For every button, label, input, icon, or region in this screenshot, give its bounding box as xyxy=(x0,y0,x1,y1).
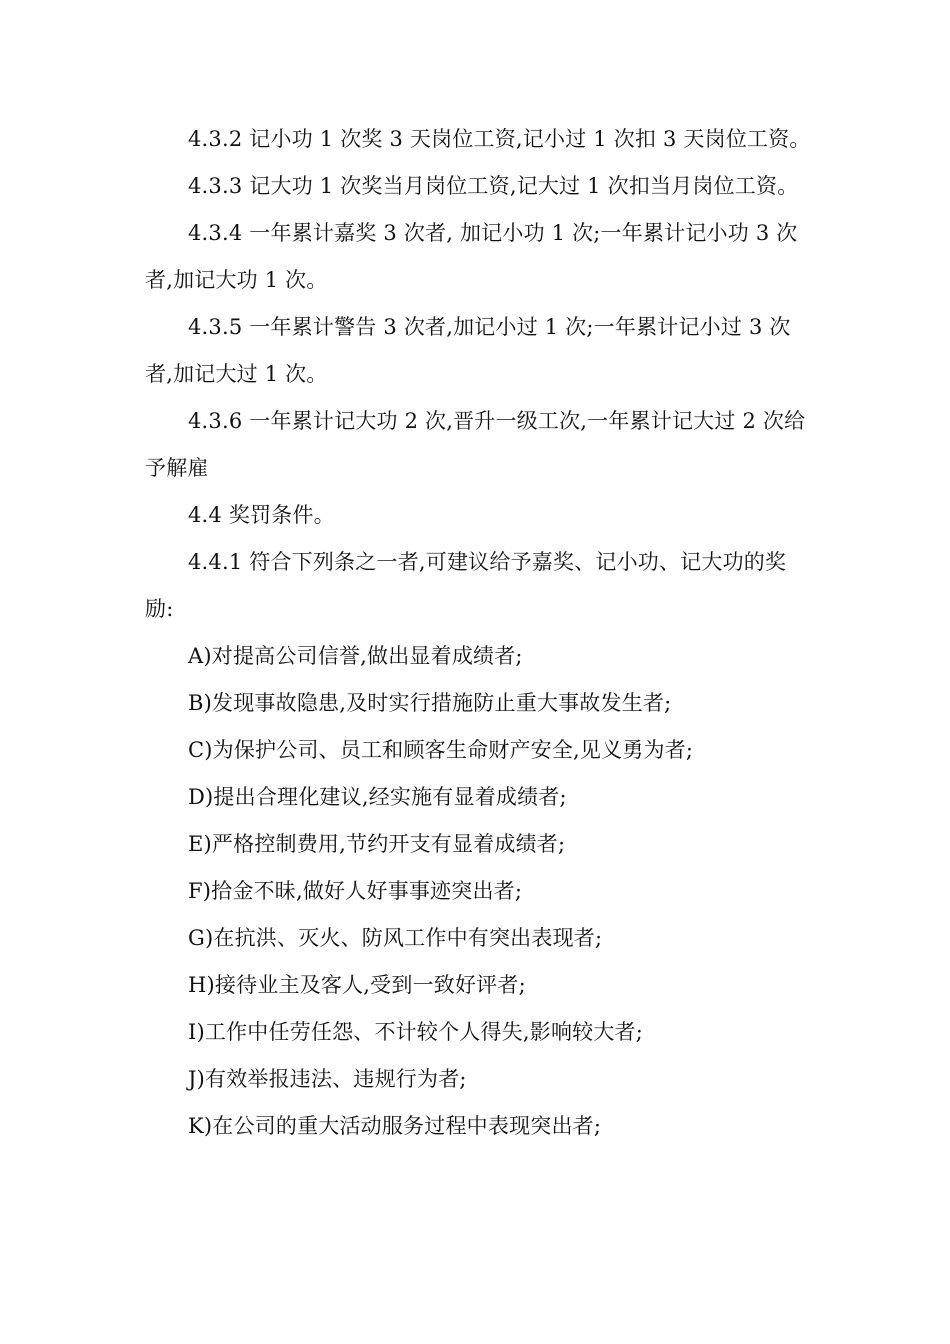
list-item-b: B)发现事故隐患,及时实行措施防止重大事故发生者; xyxy=(188,691,672,715)
paragraph-4-4-1: 4.4.1 符合下列条之一者,可建议给予嘉奖、记小功、记大功的奖励: xyxy=(145,550,787,621)
list-item-a: A)对提高公司信誉,做出显着成绩者; xyxy=(188,644,523,668)
list-item-d: D)提出合理化建议,经实施有显着成绩者; xyxy=(188,785,567,809)
paragraph-4-3-4: 4.3.4 一年累计嘉奖 3 次者, 加记小功 1 次;一年累计记小功 3 次者,加记大功 1 次。 xyxy=(145,221,798,292)
section-heading-4-4: 4.4 奖罚条件。 xyxy=(188,503,335,527)
list-item-g: G)在抗洪、灭火、防风工作中有突出表现者; xyxy=(188,926,603,950)
list-item-k: K)在公司的重大活动服务过程中表现突出者; xyxy=(188,1114,602,1138)
paragraph-4-3-2: 4.3.2 记小功 1 次奖 3 天岗位工资,记小过 1 次扣 3 天岗位工资。 xyxy=(188,127,811,151)
list-item-f: F)拾金不昧,做好人好事事迹突出者; xyxy=(188,879,523,903)
paragraph-4-3-3: 4.3.3 记大功 1 次奖当月岗位工资,记大过 1 次扣当月岗位工资。 xyxy=(188,174,799,198)
list-item-c: C)为保护公司、员工和顾客生命财产安全,见义勇为者; xyxy=(188,738,694,762)
list-item-i: I)工作中任劳任怨、不计较个人得失,影响较大者; xyxy=(188,1020,644,1044)
list-item-e: E)严格控制费用,节约开支有显着成绩者; xyxy=(188,832,566,856)
paragraph-4-3-5: 4.3.5 一年累计警告 3 次者,加记小过 1 次;一年累计记小过 3 次者,加记大过 1 次。 xyxy=(145,315,791,386)
list-item-h: H)接待业主及客人,受到一致好评者; xyxy=(188,973,526,997)
document-body xyxy=(145,116,811,1150)
paragraph-4-3-6: 4.3.6 一年累计记大功 2 次,晋升一级工次,一年累计记大过 2 次给予解雇 xyxy=(145,409,806,480)
list-item-j: J)有效举报违法、违规行为者; xyxy=(188,1067,467,1091)
